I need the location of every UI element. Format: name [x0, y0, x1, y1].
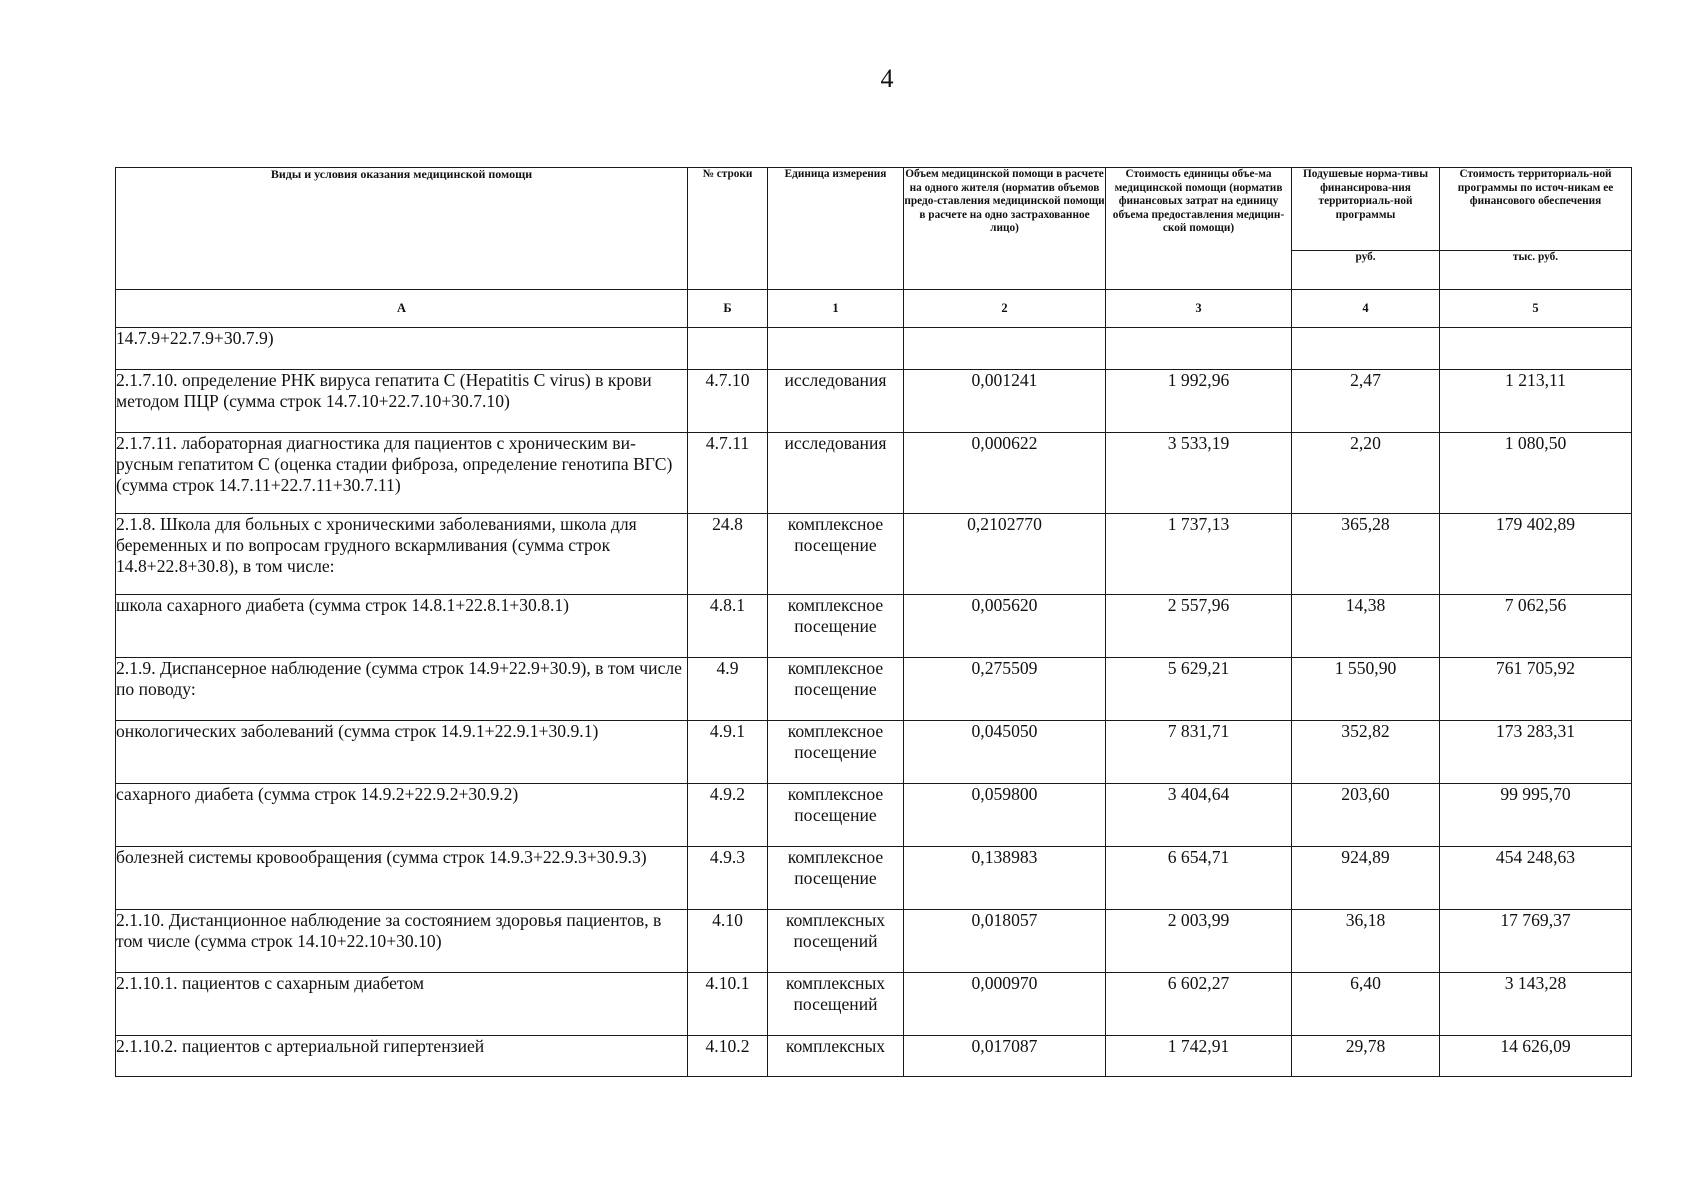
- table-row: [116, 721, 1632, 784]
- row-volume: 0,000970: [904, 973, 1106, 1036]
- row-cost: 7 831,71: [1106, 721, 1292, 784]
- row-unit: [768, 328, 904, 370]
- row-volume: 0,045050: [904, 721, 1106, 784]
- table-row: [116, 1036, 1632, 1077]
- row-unit: комплексных посещений: [768, 910, 904, 973]
- row-unit: исследования: [768, 370, 904, 433]
- row-total: [1440, 328, 1632, 370]
- row-volume: 0,001241: [904, 370, 1106, 433]
- row-volume: [904, 328, 1106, 370]
- row-cost: 3 533,19: [1106, 433, 1292, 514]
- column-index: 5: [1440, 290, 1632, 328]
- row-cost: [1106, 328, 1292, 370]
- table-row: [116, 847, 1632, 910]
- row-line: 4.9: [688, 658, 768, 721]
- row-cost: 3 404,64: [1106, 784, 1292, 847]
- row-total: 99 995,70: [1440, 784, 1632, 847]
- page-number: 4: [880, 64, 894, 93]
- row-name: 2.1.10. Дистанционное наблюдение за состоянием здоровья пациентов, в том числе (сумма строк 14.10+22.10+30.10): [116, 910, 688, 973]
- header-volume: Объем медицинской помощи в расчете на одного жителя (норматив объемов предо-ставления медицинской помощи в расчете на одно застрахованное лицо): [904, 168, 1106, 290]
- row-total: 7 062,56: [1440, 595, 1632, 658]
- row-line: 24.8: [688, 514, 768, 595]
- row-per-capita: [1292, 328, 1440, 370]
- row-volume: 0,2102770: [904, 514, 1106, 595]
- row-name: болезней системы кровообращения (сумма строк 14.9.3+22.9.3+30.9.3): [116, 847, 688, 910]
- table-row: [116, 784, 1632, 847]
- row-line: 4.10.2: [688, 1036, 768, 1077]
- table-row: [116, 910, 1632, 973]
- row-total: 173 283,31: [1440, 721, 1632, 784]
- row-volume: 0,275509: [904, 658, 1106, 721]
- header-per-capita: Подушевые норма-тивы финансирова-ния территориаль-ной программы: [1292, 168, 1440, 251]
- row-cost: 5 629,21: [1106, 658, 1292, 721]
- row-total: 761 705,92: [1440, 658, 1632, 721]
- row-unit: исследования: [768, 433, 904, 514]
- row-name: школа сахарного диабета (сумма строк 14.8.1+22.8.1+30.8.1): [116, 595, 688, 658]
- row-per-capita: 352,82: [1292, 721, 1440, 784]
- row-volume: 0,000622: [904, 433, 1106, 514]
- row-cost: 1 737,13: [1106, 514, 1292, 595]
- row-volume: 0,018057: [904, 910, 1106, 973]
- table-row: [116, 973, 1632, 1036]
- row-line: 4.10: [688, 910, 768, 973]
- row-unit: комплексное посещение: [768, 595, 904, 658]
- row-cost: 2 003,99: [1106, 910, 1292, 973]
- row-unit: комплексное посещение: [768, 658, 904, 721]
- header-program-cost: Стоимость территориаль-ной программы по источ-никам ее финансового обеспечения: [1440, 168, 1632, 251]
- column-index: 4: [1292, 290, 1440, 328]
- column-index: 3: [1106, 290, 1292, 328]
- table-row: [116, 433, 1632, 514]
- row-line: 4.9.3: [688, 847, 768, 910]
- row-per-capita: 6,40: [1292, 973, 1440, 1036]
- table-row: [116, 595, 1632, 658]
- row-name: 2.1.10.1. пациентов с сахарным диабетом: [116, 973, 688, 1036]
- row-name: 2.1.8. Школа для больных с хроническими заболеваниями, школа для беременных и по вопросам грудного вскармливания (сумма строк 14.8+22.8+30.8), в том числе:: [116, 514, 688, 595]
- row-cost: 1 992,96: [1106, 370, 1292, 433]
- row-per-capita: 2,20: [1292, 433, 1440, 514]
- row-per-capita: 365,28: [1292, 514, 1440, 595]
- row-name: онкологических заболеваний (сумма строк 14.9.1+22.9.1+30.9.1): [116, 721, 688, 784]
- row-total: 17 769,37: [1440, 910, 1632, 973]
- row-total: 3 143,28: [1440, 973, 1632, 1036]
- row-volume: 0,017087: [904, 1036, 1106, 1077]
- row-cost: 6 654,71: [1106, 847, 1292, 910]
- row-unit: комплексных посещений: [768, 973, 904, 1036]
- header-unit-cost: Стоимость единицы объе-ма медицинской помощи (норматив финансовых затрат на единицу объема предоставления медицин-ской помощи): [1106, 168, 1292, 290]
- row-total: 1 080,50: [1440, 433, 1632, 514]
- row-unit: комплексное посещение: [768, 721, 904, 784]
- column-index: А: [116, 290, 688, 328]
- row-per-capita: 1 550,90: [1292, 658, 1440, 721]
- row-name: 14.7.9+22.7.9+30.7.9): [116, 328, 688, 370]
- row-volume: 0,138983: [904, 847, 1106, 910]
- table-row: [116, 328, 1632, 370]
- row-unit: комплексное посещение: [768, 847, 904, 910]
- row-cost: 2 557,96: [1106, 595, 1292, 658]
- column-index: 2: [904, 290, 1106, 328]
- row-per-capita: 203,60: [1292, 784, 1440, 847]
- row-per-capita: 14,38: [1292, 595, 1440, 658]
- row-total: 1 213,11: [1440, 370, 1632, 433]
- column-index-row: [116, 290, 1632, 328]
- row-name: 2.1.10.2. пациентов с артериальной гипертензией: [116, 1036, 688, 1077]
- header-unit-thousand-rub: тыс. руб.: [1440, 251, 1632, 290]
- header-unit-rub: руб.: [1292, 251, 1440, 290]
- row-cost: 1 742,91: [1106, 1036, 1292, 1077]
- row-total: 454 248,63: [1440, 847, 1632, 910]
- column-index: 1: [768, 290, 904, 328]
- row-line: 4.9.1: [688, 721, 768, 784]
- row-per-capita: 924,89: [1292, 847, 1440, 910]
- row-per-capita: 2,47: [1292, 370, 1440, 433]
- row-line: 4.8.1: [688, 595, 768, 658]
- row-line: [688, 328, 768, 370]
- row-line: 4.7.10: [688, 370, 768, 433]
- row-name: сахарного диабета (сумма строк 14.9.2+22.9.2+30.9.2): [116, 784, 688, 847]
- row-name: 2.1.7.10. определение РНК вируса гепатита С (Hepatitis C virus) в крови методом ПЦР (сумма строк 14.7.10+22.7.10+30.7.10): [116, 370, 688, 433]
- header-unit: Единица измерения: [768, 168, 904, 290]
- financing-table: [115, 167, 1632, 1077]
- table-row: [116, 370, 1632, 433]
- row-line: 4.7.11: [688, 433, 768, 514]
- row-per-capita: 36,18: [1292, 910, 1440, 973]
- row-volume: 0,005620: [904, 595, 1106, 658]
- table-row: [116, 658, 1632, 721]
- row-line: 4.9.2: [688, 784, 768, 847]
- column-index: Б: [688, 290, 768, 328]
- row-name: 2.1.9. Диспансерное наблюдение (сумма строк 14.9+22.9+30.9), в том числе по поводу:: [116, 658, 688, 721]
- row-cost: 6 602,27: [1106, 973, 1292, 1036]
- row-volume: 0,059800: [904, 784, 1106, 847]
- row-unit: комплексное посещение: [768, 514, 904, 595]
- header-care-types: Виды и условия оказания медицинской помощи: [116, 168, 688, 290]
- row-unit: комплексных: [768, 1036, 904, 1077]
- row-line: 4.10.1: [688, 973, 768, 1036]
- header-line-number: № строки: [688, 168, 768, 290]
- row-name: 2.1.7.11. лабораторная диагностика для пациентов с хроническим ви-русным гепатитом С (оценка стадии фиброза, определение генотипа ВГС) (сумма строк 14.7.11+22.7.11+30.7.11): [116, 433, 688, 514]
- row-total: 179 402,89: [1440, 514, 1632, 595]
- row-per-capita: 29,78: [1292, 1036, 1440, 1077]
- table-row: [116, 514, 1632, 595]
- row-unit: комплексное посещение: [768, 784, 904, 847]
- row-total: 14 626,09: [1440, 1036, 1632, 1077]
